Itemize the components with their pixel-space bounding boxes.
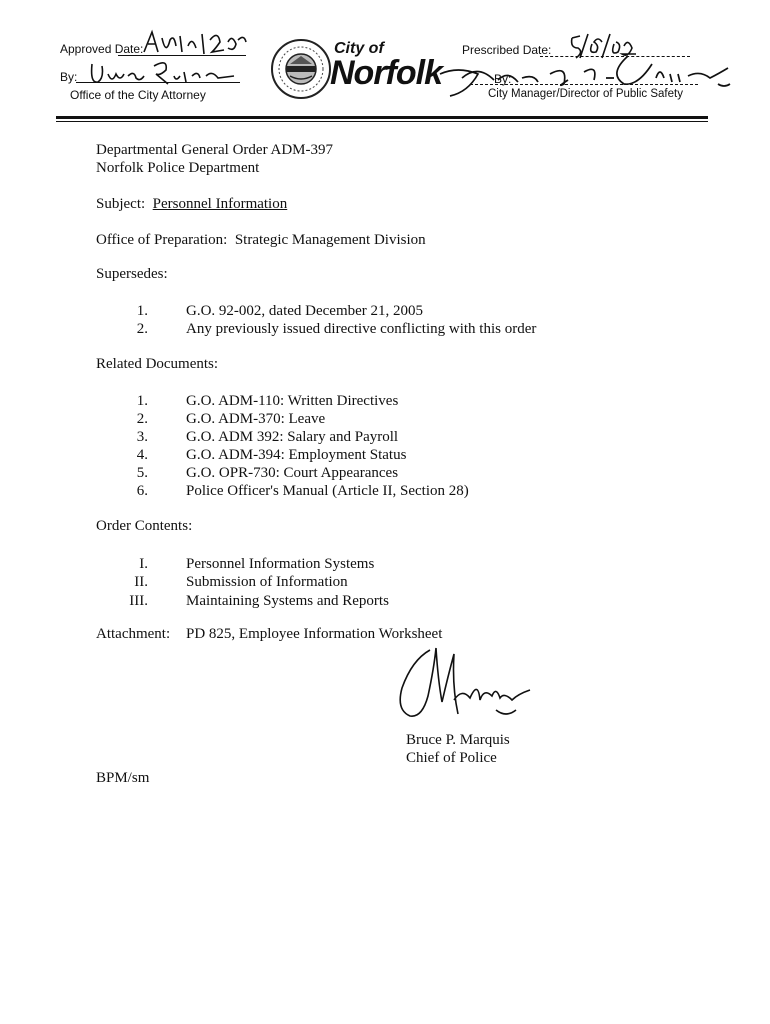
order-contents-label: Order Contents: bbox=[96, 518, 193, 534]
related-item: Police Officer's Manual (Article II, Section 28) bbox=[186, 483, 469, 499]
attachment-value: PD 825, Employee Information Worksheet bbox=[186, 626, 443, 642]
related-item: G.O. ADM-110: Written Directives bbox=[186, 393, 399, 409]
prescribed-date-label: Prescribed Date: bbox=[462, 43, 552, 57]
supersedes-label: Supersedes: bbox=[96, 266, 168, 282]
logo-city-of: City of bbox=[334, 40, 384, 57]
related-item-number: 6. bbox=[136, 483, 148, 499]
contents-item-number: I. bbox=[139, 556, 148, 572]
logo-norfolk: Norfolk bbox=[330, 54, 442, 92]
header-rule-thin bbox=[56, 121, 708, 122]
by-right-label: By: bbox=[494, 72, 512, 86]
related-item-number: 4. bbox=[136, 447, 148, 463]
contents-item-number: II. bbox=[134, 574, 148, 590]
document-header bbox=[0, 0, 770, 120]
city-seal-icon bbox=[270, 38, 332, 100]
signer-name: Bruce P. Marquis bbox=[406, 732, 510, 748]
subject-label: Subject: bbox=[96, 196, 146, 212]
approved-date-handwriting bbox=[140, 26, 250, 60]
author-initials: BPM/sm bbox=[96, 770, 150, 786]
related-item: G.O. ADM-394: Employment Status bbox=[186, 447, 407, 463]
related-documents-label: Related Documents: bbox=[96, 356, 219, 372]
signer-title: Chief of Police bbox=[406, 750, 497, 766]
department-name: Norfolk Police Department bbox=[96, 160, 260, 176]
related-item-number: 2. bbox=[136, 411, 148, 427]
contents-item: Personnel Information Systems bbox=[186, 556, 375, 572]
related-item: G.O. OPR-730: Court Appearances bbox=[186, 465, 399, 481]
city-manager-label: City Manager/Director of Public Safety bbox=[488, 88, 683, 100]
contents-item: Submission of Information bbox=[186, 574, 348, 590]
header-rule-thick bbox=[56, 116, 708, 119]
supersedes-item: G.O. 92-002, dated December 21, 2005 bbox=[186, 303, 424, 319]
by-left-label: By: bbox=[60, 70, 78, 84]
related-item: G.O. ADM-370: Leave bbox=[186, 411, 326, 427]
related-item-number: 3. bbox=[136, 429, 148, 445]
office-of-preparation-value: Strategic Management Division bbox=[234, 232, 426, 248]
related-item-number: 1. bbox=[136, 393, 148, 409]
subject-value: Personnel Information bbox=[152, 196, 288, 212]
contents-item-number: III. bbox=[129, 593, 148, 609]
attachment-label: Attachment: bbox=[96, 626, 171, 642]
supersedes-item-number: 1. bbox=[136, 303, 148, 319]
office-of-city-attorney-label: Office of the City Attorney bbox=[70, 88, 206, 102]
chief-signature bbox=[392, 640, 542, 736]
office-of-preparation-row bbox=[96, 232, 426, 249]
office-of-preparation-label: Office of Preparation: bbox=[96, 232, 228, 248]
attorney-signature bbox=[88, 56, 238, 90]
supersedes-item: Any previously issued directive conflicting with this order bbox=[186, 321, 537, 337]
related-item-number: 5. bbox=[136, 465, 148, 481]
subject-row bbox=[96, 196, 287, 213]
order-title: Departmental General Order ADM-397 bbox=[96, 142, 333, 158]
contents-item: Maintaining Systems and Reports bbox=[186, 593, 389, 609]
approved-date-label: Approved Date: bbox=[60, 42, 144, 56]
related-item: G.O. ADM 392: Salary and Payroll bbox=[186, 429, 399, 445]
supersedes-item-number: 2. bbox=[136, 321, 148, 337]
